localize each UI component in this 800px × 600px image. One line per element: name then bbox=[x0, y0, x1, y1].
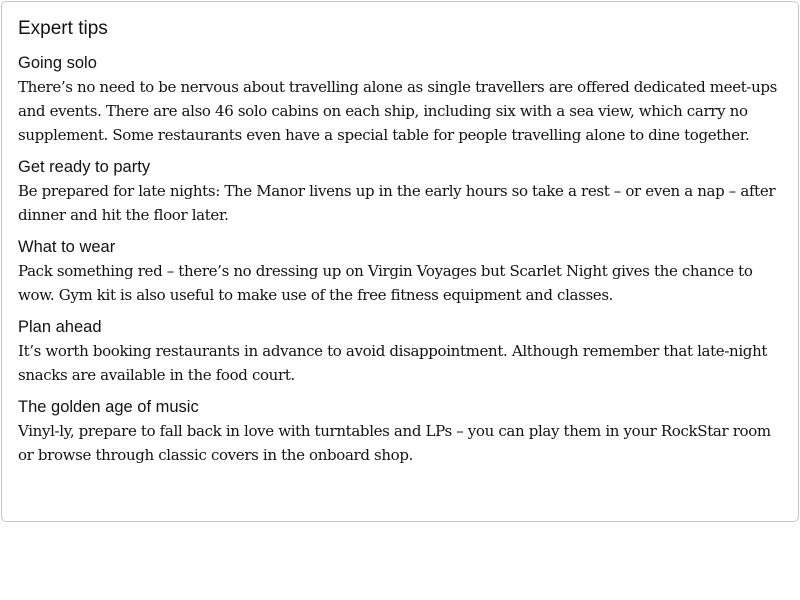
box-title: Expert tips bbox=[18, 18, 108, 39]
tip-heading: Get ready to party bbox=[18, 158, 151, 176]
tip-heading: Plan ahead bbox=[18, 318, 102, 336]
tip-body: Be prepared for late nights: The Manor livens up in the early hours so take a rest – or even a nap – after dinner and hit the floor later. bbox=[18, 182, 776, 224]
tip-body: Vinyl-ly, prepare to fall back in love with turntables and LPs – you can play them in your RockStar room or browse through classic covers in the onboard shop. bbox=[18, 422, 771, 464]
tip-heading: What to wear bbox=[18, 238, 116, 256]
expert-tips-box bbox=[1, 1, 799, 522]
tip-body: It’s worth booking restaurants in advance to avoid disappointment. Although remember that late-night snacks are available in the food court. bbox=[18, 342, 768, 384]
tip-going-solo bbox=[18, 53, 782, 147]
tip-get-ready-to-party bbox=[18, 157, 782, 227]
tip-golden-age-of-music bbox=[18, 397, 782, 467]
tip-heading: Going solo bbox=[18, 54, 97, 72]
tip-what-to-wear bbox=[18, 237, 782, 307]
tip-body: Pack something red – there’s no dressing up on Virgin Voyages but Scarlet Night gives the chance to wow. Gym kit is also useful to make use of the free fitness equipment and classes. bbox=[18, 262, 753, 304]
tip-plan-ahead bbox=[18, 317, 782, 387]
tip-heading: The golden age of music bbox=[18, 398, 199, 416]
tip-body: There’s no need to be nervous about travelling alone as single travellers are offered dedicated meet-ups and events. There are also 46 solo cabins on each ship, including six with a sea view, which carry no supplement. Some restaurants even have a special table for people travelling alone to dine together. bbox=[18, 78, 778, 144]
